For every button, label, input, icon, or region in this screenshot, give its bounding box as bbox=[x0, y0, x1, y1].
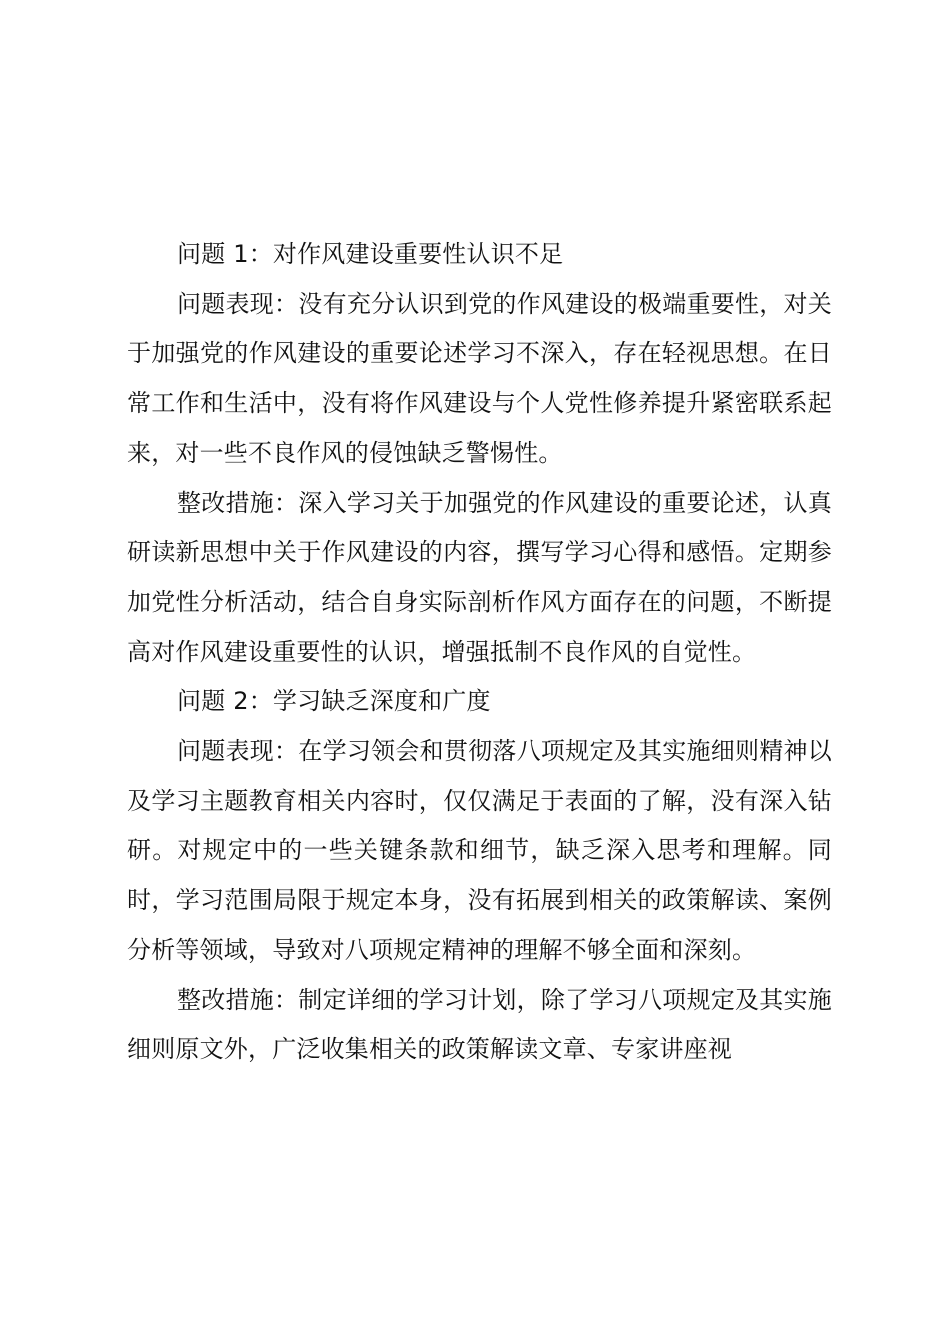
document-body bbox=[127, 230, 832, 1075]
paragraph-problem-2-rectification: 整改措施：制定详细的学习计划，除了学习八项规定及其实施细则原文外，广泛收集相关的政策解读文章、专家讲座视 bbox=[127, 985, 832, 1064]
paragraph-problem-2-manifestation: 问题表现：在学习领会和贯彻落八项规定及其实施细则精神以及学习主题教育相关内容时，仅仅满足于表面的了解，没有深入钻研。对规定中的一些关键条款和细节，缺乏深入思考和理解。同时，学习范围局限于规定本身，没有拓展到相关的政策解读、案例分析等领域，导致对八项规定精神的理解不够全面和深刻。 bbox=[127, 737, 832, 964]
heading-problem-2: 问题 2：学习缺乏深度和广度 bbox=[177, 687, 491, 716]
heading-problem-1: 问题 1：对作风建设重要性认识不足 bbox=[177, 240, 564, 268]
paragraph-problem-1-rectification: 整改措施：深入学习关于加强党的作风建设的重要论述，认真研读新思想中关于作风建设的内容，撰写学习心得和感悟。定期参加党性分析活动，结合自身实际剖析作风方面存在的问题，不断提高对作风建设重要性的认识，增强抵制不良作风的自觉性。 bbox=[127, 488, 832, 666]
paragraph-problem-1-manifestation: 问题表现：没有充分认识到党的作风建设的极端重要性，对关于加强党的作风建设的重要论述学习不深入，存在轻视思想。在日常工作和生活中，没有将作风建设与个人党性修养提升紧密联系起来，对一些不良作风的侵蚀缺乏警惕性。 bbox=[127, 289, 832, 467]
